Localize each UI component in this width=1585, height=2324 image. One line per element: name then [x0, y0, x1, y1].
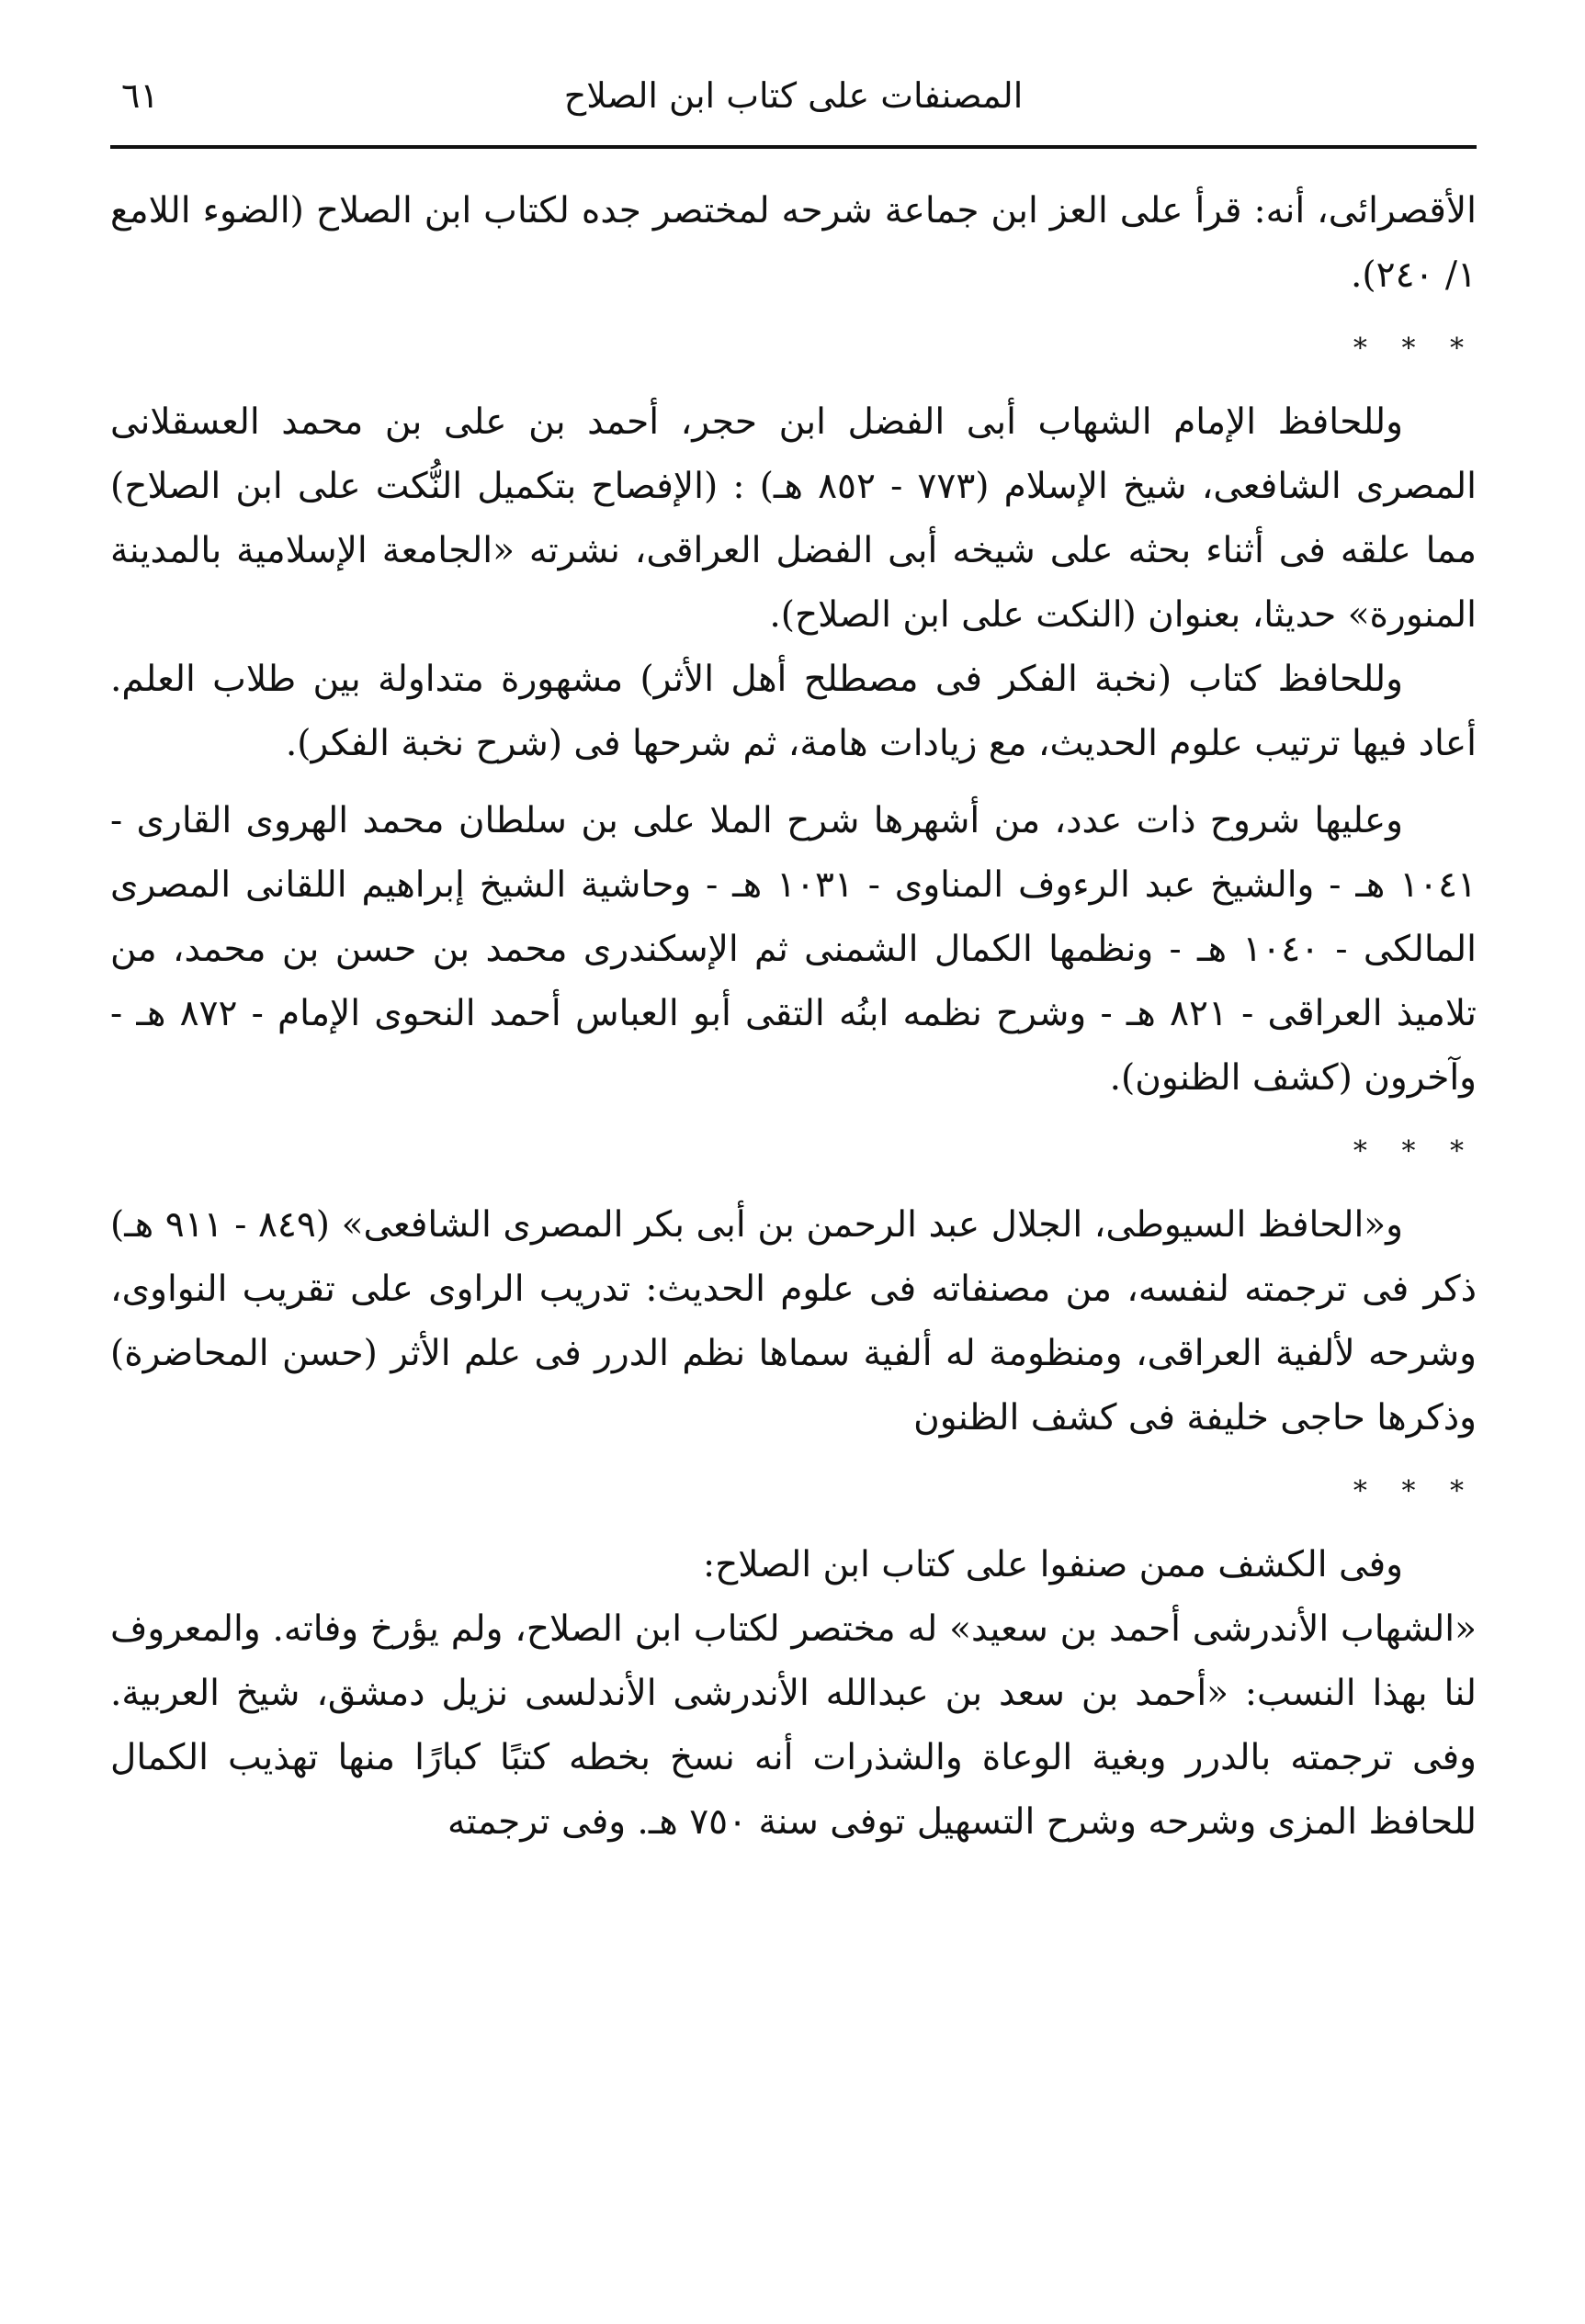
- paragraph: وعليها شروح ذات عدد، من أشهرها شرح الملا على بن سلطان محمد الهروى القارى - ١٠٤١ هـ - والشيخ عبد الرءوف المناوى - ١٠٣١ هـ - وحاشية الشيخ إبراهيم اللقانى المصرى المالكى - ١٠٤٠ هـ - ونظمها الكمال الشمنى ثم الإسكندرى محمد بن حسن بن محمد، من تلاميذ العراقى - ٨٢١ هـ - وشرح نظمه ابنُه التقى أبو العباس أحمد النحوى الإمام - ٨٧٢ هـ - وآخرون (كشف الظنون).: [110, 800, 1477, 1099]
- section-separator: * * *: [1353, 333, 1477, 365]
- page-number: ٦١: [121, 75, 159, 116]
- paragraph: و«الحافظ السيوطى، الجلال عبد الرحمن بن أبى بكر المصرى الشافعى» (٨٤٩ - ٩١١ هـ) ذكر فى ترجمته لنفسه، من مصنفاته فى علوم الحديث: تدريب الراوى على تقريب النواوى، وشرحه لألفية العراقى، ومنظومة له ألفية سماها نظم الدرر فى علم الأثر (حسن المحاضرة) وذكرها حاجى خليفة فى كشف الظنون: [110, 1204, 1477, 1438]
- section-separator: * * *: [1353, 1475, 1477, 1507]
- body-text: [110, 179, 1477, 1855]
- section-separator: * * *: [1353, 1135, 1477, 1168]
- paragraph: الأقصرائى، أنه: قرأ على العز ابن جماعة شرحه لمختصر جده لكتاب ابن الصلاح (الضوء اللامع ١/ ٢٤٠).: [110, 190, 1477, 296]
- paragraph: وفى الكشف ممن صنفوا على كتاب ابن الصلاح:: [702, 1544, 1403, 1585]
- paragraph: وللحافظ الإمام الشهاب أبى الفضل ابن حجر، أحمد بن على بن محمد العسقلانى المصرى الشافعى، شيخ الإسلام (٧٧٣ - ٨٥٢ هـ) : (الإفصاح بتكميل النُّكت على ابن الصلاح) مما علقه فى أثناء بحثه على شيخه أبى الفضل العراقى، نشرته «الجامعة الإسلامية بالمدينة المنورة» حديثا، بعنوان (النكت على ابن الصلاح).: [110, 401, 1477, 636]
- paragraph: وللحافظ كتاب (نخبة الفكر فى مصطلح أهل الأثر) مشهورة متداولة بين طلاب العلم. أعاد فيها ترتيب علوم الحديث، مع زيادات هامة، ثم شرحها فى (شرح نخبة الفكر).: [110, 659, 1477, 764]
- page-header: [110, 72, 1477, 149]
- running-title: المصنفات على كتاب ابن الصلاح: [563, 75, 1024, 116]
- paragraph: «الشهاب الأندرشى أحمد بن سعيد» له مختصر لكتاب ابن الصلاح، ولم يؤرخ وفاته. والمعروف لنا بهذا النسب: «أحمد بن سعد بن عبدالله الأندرشى الأندلسى نزيل دمشق، شيخ العربية. وفى ترجمته بالدرر وبغية الوعاة والشذرات أنه نسخ بخطه كتبًا كبارًا منها تهذيب الكمال للحافظ المزى وشرحه وشرح التسهيل توفى سنة ٧٥٠ هـ. وفى ترجمته: [110, 1608, 1477, 1843]
